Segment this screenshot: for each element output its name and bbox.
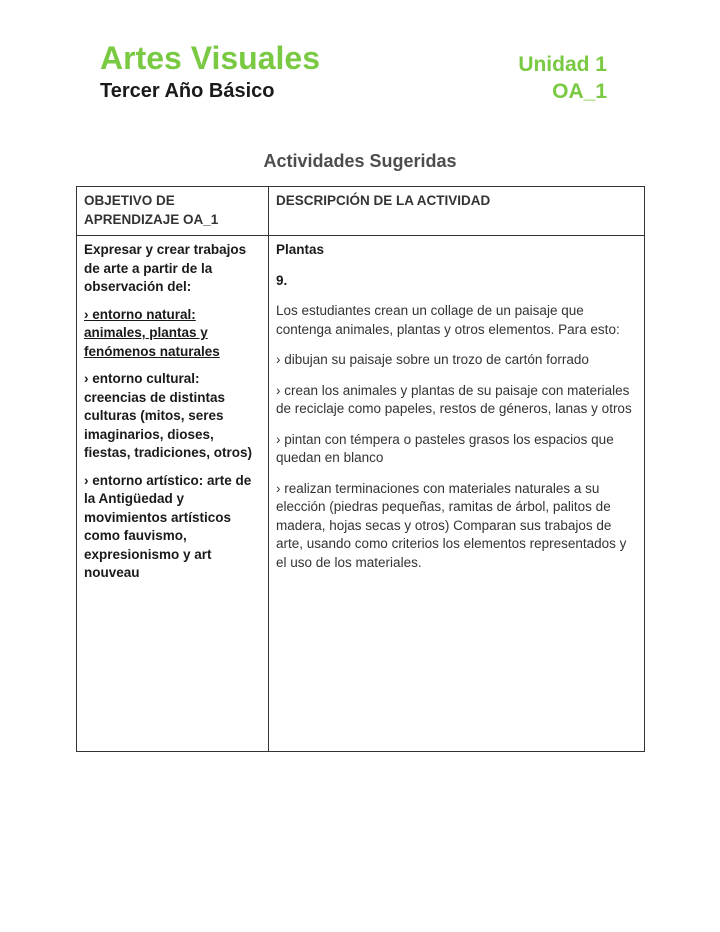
table-header-row: [77, 187, 645, 236]
section-title: Actividades Sugeridas: [263, 151, 457, 171]
subject-title: Artes Visuales: [100, 40, 320, 76]
activity-step: › dibujan su paisaje sobre un trozo de cartón forrado: [276, 352, 589, 367]
activity-cell: [269, 236, 645, 752]
objective-item-cultural: › entorno cultural: creencias de distintas culturas (mitos, seres imaginarios, dioses, fiestas, tradiciones, otros): [84, 371, 253, 460]
objective-cell: [77, 236, 269, 752]
objective-item-natural: › entorno natural: animales, plantas y fenómenos naturales: [84, 306, 220, 359]
activity-intro: Los estudiantes crean un collage de un paisaje que contenga animales, plantas y otros elementos. Para esto:: [276, 303, 620, 337]
activity-step: › crean los animales y plantas de su paisaje con materiales de reciclaje como papeles, restos de géneros, lanas y otros: [276, 382, 632, 416]
activity-step: › pintan con témpera o pasteles grasos los espacios que quedan en blanco: [276, 431, 614, 465]
activity-step: › realizan terminaciones con materiales naturales a su elección (piedras pequeñas, ramitas de árbol, palitos de madera, hojas secas y otros) Comparan sus trabajos de arte, usando como criterios los elementos representados y el uso de los materiales.: [276, 480, 627, 570]
objective-intro: Expresar y crear trabajos de arte a partir de la observación del:: [84, 242, 247, 294]
objective-item-artistic: › entorno artístico: arte de la Antigüedad y movimientos artísticos como fauvismo, expresionismo y art nouveau: [84, 472, 252, 580]
table-row: [77, 236, 645, 752]
unit-label: Unidad 1: [518, 53, 607, 76]
activity-title: Plantas: [276, 242, 325, 257]
oa-label: OA_1: [552, 80, 607, 103]
activity-table: [76, 186, 645, 752]
description-column-header: DESCRIPCIÓN DE LA ACTIVIDAD: [269, 187, 645, 236]
grade-subtitle: Tercer Año Básico: [100, 80, 275, 102]
activity-number: 9.: [276, 272, 288, 288]
objective-column-header: OBJETIVO DE APRENDIZAJE OA_1: [77, 187, 269, 236]
